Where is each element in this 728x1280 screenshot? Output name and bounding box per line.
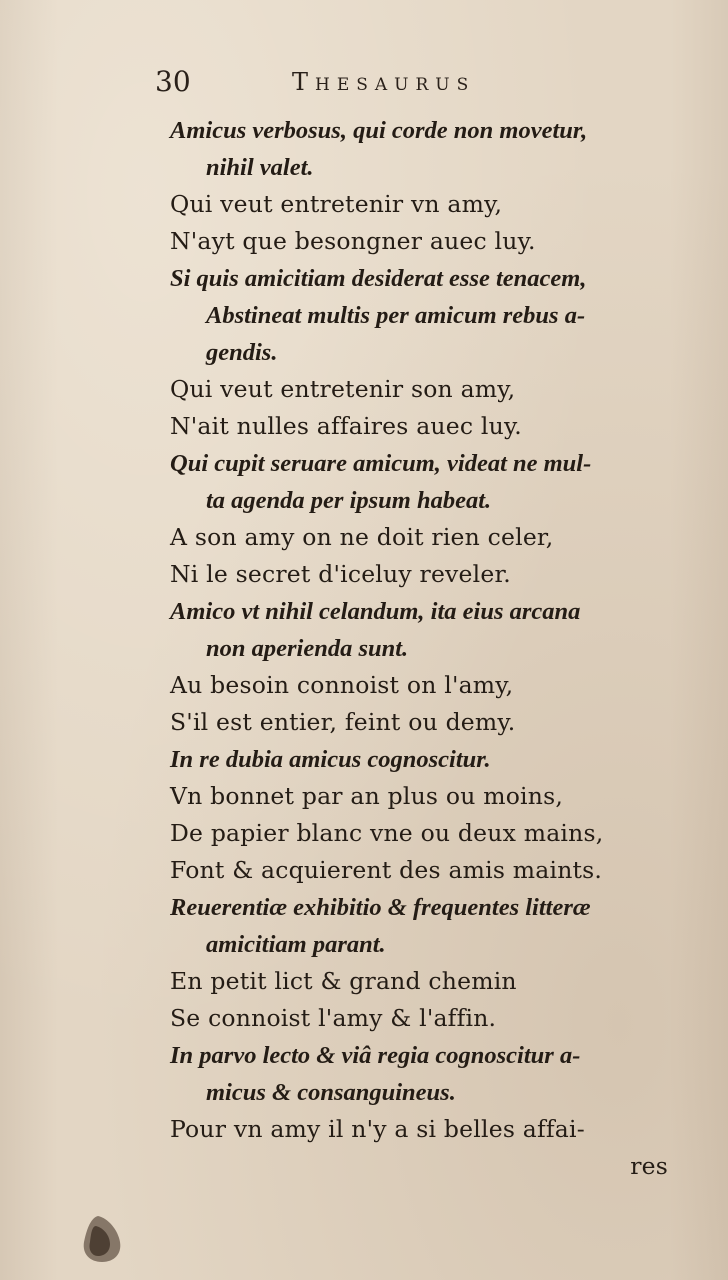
french-verse-line: Au besoin connoist on l'amy, xyxy=(170,671,514,699)
latin-verse-line: Qui cupit seruare amicum, videat ne mul- xyxy=(170,450,592,477)
latin-verse-line: ta agenda per ipsum habeat. xyxy=(206,487,492,514)
french-verse-line: Qui veut entretenir vn amy, xyxy=(170,190,503,218)
french-verse-line: Qui veut entretenir son amy, xyxy=(170,375,516,403)
page-header xyxy=(0,64,728,100)
french-verse-line: N'ait nulles affaires auec luy. xyxy=(170,412,522,440)
latin-verse-line: Amicus verbosus, qui corde non movetur, xyxy=(170,117,588,144)
french-verse-line: Vn bonnet par an plus ou moins, xyxy=(170,782,564,810)
latin-verse-line: Reuerentiæ exhibitio & frequentes litteræ xyxy=(170,894,591,921)
french-verse-line: Se connoist l'amy & l'affin. xyxy=(170,1004,497,1032)
running-title: Thesaurus xyxy=(292,68,476,96)
latin-verse-line: In re dubia amicus cognoscitur. xyxy=(170,746,491,773)
french-verse-line: En petit lict & grand chemin xyxy=(170,967,517,995)
latin-verse-line: micus & consanguineus. xyxy=(206,1079,456,1106)
french-verse-line: N'ayt que besongner auec luy. xyxy=(170,227,536,255)
latin-verse-line: Abstineat multis per amicum rebus a- xyxy=(206,302,586,329)
latin-verse-line: Amico vt nihil celandum, ita eius arcana xyxy=(170,598,581,625)
latin-verse-line: Si quis amicitiam desiderat esse tenacem, xyxy=(170,265,587,292)
french-verse-line: S'il est entier, feint ou demy. xyxy=(170,708,516,736)
page-number: 30 xyxy=(155,65,191,98)
french-verse-line: Pour vn amy il n'y a si belles affai- xyxy=(170,1115,585,1143)
french-verse-line: A son amy on ne doit rien celer, xyxy=(170,523,554,551)
french-verse-line: De papier blanc vne ou deux mains, xyxy=(170,819,604,847)
text-block xyxy=(170,112,690,1185)
french-verse-line: res xyxy=(630,1152,668,1180)
ink-smudge xyxy=(78,1212,124,1264)
latin-verse-line: non aperienda sunt. xyxy=(206,635,409,662)
latin-verse-line: nihil valet. xyxy=(206,154,314,181)
latin-verse-line: amicitiam parant. xyxy=(206,931,386,958)
latin-verse-line: In parvo lecto & viâ regia cognoscitur a- xyxy=(170,1042,581,1069)
french-verse-line: Ni le secret d'iceluy reveler. xyxy=(170,560,511,588)
latin-verse-line: gendis. xyxy=(206,339,278,366)
french-verse-line: Font & acquierent des amis maints. xyxy=(170,856,603,884)
